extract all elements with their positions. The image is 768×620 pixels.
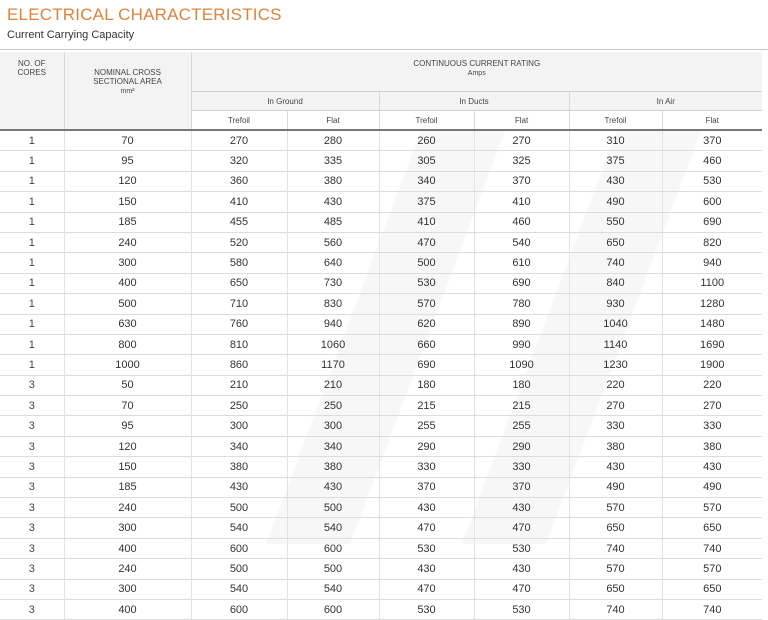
table-row — [0, 477, 762, 497]
group-in-ducts: In Ducts — [379, 92, 569, 111]
cell-ground-trefoil: 410 — [191, 192, 287, 212]
cell-cores: 3 — [0, 538, 64, 558]
cell-cores: 1 — [0, 273, 64, 293]
cell-ground-flat: 340 — [287, 436, 379, 456]
cell-ducts-flat: 470 — [474, 579, 569, 599]
subcol-ducts-trefoil: Trefoil — [379, 111, 474, 131]
cell-air-flat: 430 — [662, 457, 762, 477]
cell-ducts-flat: 780 — [474, 294, 569, 314]
cell-air-flat: 460 — [662, 151, 762, 171]
cell-air-flat: 650 — [662, 579, 762, 599]
cell-air-flat: 740 — [662, 538, 762, 558]
cell-ducts-trefoil: 430 — [379, 498, 474, 518]
header-cores: NO. OF CORES — [0, 52, 64, 130]
cell-ducts-flat: 530 — [474, 599, 569, 619]
cell-air-flat: 570 — [662, 559, 762, 579]
cell-ducts-trefoil: 340 — [379, 171, 474, 191]
table-row — [0, 253, 762, 273]
cell-ducts-flat: 540 — [474, 232, 569, 252]
page-subtitle: Current Carrying Capacity — [7, 29, 135, 41]
table-row — [0, 538, 762, 558]
cell-air-trefoil: 570 — [569, 498, 662, 518]
cell-air-flat: 570 — [662, 498, 762, 518]
cell-air-flat: 740 — [662, 599, 762, 619]
cell-area: 95 — [64, 416, 191, 436]
cell-ground-flat: 830 — [287, 294, 379, 314]
cell-air-flat: 820 — [662, 232, 762, 252]
cell-ducts-trefoil: 375 — [379, 192, 474, 212]
cell-air-trefoil: 1140 — [569, 334, 662, 354]
cell-ducts-trefoil: 305 — [379, 151, 474, 171]
cell-cores: 1 — [0, 130, 64, 151]
cell-ground-flat: 1170 — [287, 355, 379, 375]
cell-air-flat: 1690 — [662, 334, 762, 354]
cell-cores: 1 — [0, 151, 64, 171]
cell-ground-flat: 210 — [287, 375, 379, 395]
cell-ground-trefoil: 500 — [191, 498, 287, 518]
cell-ground-flat: 430 — [287, 192, 379, 212]
cell-ground-trefoil: 320 — [191, 151, 287, 171]
cell-ducts-flat: 370 — [474, 171, 569, 191]
table-row — [0, 130, 762, 151]
cell-area: 120 — [64, 436, 191, 456]
cell-cores: 3 — [0, 375, 64, 395]
cell-cores: 1 — [0, 355, 64, 375]
cell-ducts-trefoil: 370 — [379, 477, 474, 497]
cell-ducts-flat: 1090 — [474, 355, 569, 375]
cell-area: 70 — [64, 396, 191, 416]
cell-area: 185 — [64, 477, 191, 497]
cell-ground-flat: 380 — [287, 171, 379, 191]
cell-cores: 3 — [0, 477, 64, 497]
cell-air-trefoil: 380 — [569, 436, 662, 456]
cell-ground-flat: 560 — [287, 232, 379, 252]
cell-ducts-flat: 990 — [474, 334, 569, 354]
cell-ground-flat: 600 — [287, 538, 379, 558]
cell-air-trefoil: 310 — [569, 130, 662, 151]
subcol-ducts-flat: Flat — [474, 111, 569, 131]
cell-ground-flat: 940 — [287, 314, 379, 334]
cell-ground-trefoil: 500 — [191, 559, 287, 579]
cell-area: 120 — [64, 171, 191, 191]
cell-ground-flat: 540 — [287, 518, 379, 538]
cell-ducts-flat: 255 — [474, 416, 569, 436]
cell-ground-trefoil: 520 — [191, 232, 287, 252]
cell-ground-trefoil: 380 — [191, 457, 287, 477]
cell-ground-trefoil: 300 — [191, 416, 287, 436]
cell-ducts-flat: 370 — [474, 477, 569, 497]
cell-air-flat: 220 — [662, 375, 762, 395]
cell-ducts-flat: 215 — [474, 396, 569, 416]
cell-area: 70 — [64, 130, 191, 151]
cell-ground-trefoil: 210 — [191, 375, 287, 395]
cell-ducts-flat: 460 — [474, 212, 569, 232]
table-row — [0, 518, 762, 538]
cell-cores: 3 — [0, 498, 64, 518]
cell-air-flat: 370 — [662, 130, 762, 151]
cell-ducts-trefoil: 620 — [379, 314, 474, 334]
cell-ducts-trefoil: 260 — [379, 130, 474, 151]
cell-air-trefoil: 840 — [569, 273, 662, 293]
cell-area: 240 — [64, 232, 191, 252]
cell-cores: 3 — [0, 599, 64, 619]
header-area — [64, 52, 191, 130]
cell-ground-trefoil: 430 — [191, 477, 287, 497]
cell-ducts-trefoil: 530 — [379, 538, 474, 558]
subcol-air-trefoil: Trefoil — [569, 111, 662, 131]
cell-air-flat: 650 — [662, 518, 762, 538]
cell-area: 800 — [64, 334, 191, 354]
cell-cores: 1 — [0, 294, 64, 314]
cell-ducts-trefoil: 470 — [379, 579, 474, 599]
cell-cores: 1 — [0, 334, 64, 354]
cell-air-trefoil: 270 — [569, 396, 662, 416]
cell-ground-trefoil: 710 — [191, 294, 287, 314]
subcol-ground-trefoil: Trefoil — [191, 111, 287, 131]
table-row — [0, 579, 762, 599]
cell-ground-trefoil: 270 — [191, 130, 287, 151]
cell-air-trefoil: 550 — [569, 212, 662, 232]
cell-ground-flat: 500 — [287, 498, 379, 518]
cell-ground-flat: 1060 — [287, 334, 379, 354]
table-row — [0, 559, 762, 579]
cell-air-flat: 1480 — [662, 314, 762, 334]
table-row — [0, 498, 762, 518]
header-rating-unit: Amps — [467, 70, 486, 77]
cell-ground-trefoil: 540 — [191, 518, 287, 538]
cell-air-flat: 270 — [662, 396, 762, 416]
cell-ground-flat: 300 — [287, 416, 379, 436]
table-row — [0, 273, 762, 293]
cell-air-flat: 600 — [662, 192, 762, 212]
cell-ground-trefoil: 600 — [191, 599, 287, 619]
cell-ground-flat: 730 — [287, 273, 379, 293]
cell-ground-flat: 250 — [287, 396, 379, 416]
cell-air-trefoil: 1040 — [569, 314, 662, 334]
cell-ducts-trefoil: 410 — [379, 212, 474, 232]
table-body — [0, 130, 762, 620]
cell-ground-trefoil: 455 — [191, 212, 287, 232]
cell-cores: 1 — [0, 192, 64, 212]
cell-ground-trefoil: 250 — [191, 396, 287, 416]
cell-area: 300 — [64, 253, 191, 273]
cell-ground-trefoil: 600 — [191, 538, 287, 558]
cell-air-trefoil: 330 — [569, 416, 662, 436]
cell-ground-flat: 335 — [287, 151, 379, 171]
cell-air-trefoil: 490 — [569, 477, 662, 497]
cell-cores: 3 — [0, 579, 64, 599]
cell-ducts-trefoil: 180 — [379, 375, 474, 395]
cell-ducts-flat: 890 — [474, 314, 569, 334]
cell-cores: 1 — [0, 212, 64, 232]
header-rating — [191, 52, 762, 92]
cell-air-trefoil: 220 — [569, 375, 662, 395]
table-row — [0, 151, 762, 171]
cell-ducts-trefoil: 660 — [379, 334, 474, 354]
cell-air-flat: 490 — [662, 477, 762, 497]
page-title: ELECTRICAL CHARACTERISTICS — [7, 5, 282, 24]
cell-air-trefoil: 740 — [569, 538, 662, 558]
cell-air-flat: 1100 — [662, 273, 762, 293]
cell-ducts-trefoil: 470 — [379, 232, 474, 252]
cell-ducts-flat: 180 — [474, 375, 569, 395]
cell-ground-trefoil: 540 — [191, 579, 287, 599]
cell-area: 630 — [64, 314, 191, 334]
cell-air-trefoil: 650 — [569, 232, 662, 252]
cell-ducts-trefoil: 690 — [379, 355, 474, 375]
cell-ducts-trefoil: 290 — [379, 436, 474, 456]
cell-ducts-flat: 325 — [474, 151, 569, 171]
cell-ducts-flat: 330 — [474, 457, 569, 477]
cell-ducts-trefoil: 215 — [379, 396, 474, 416]
cell-ducts-flat: 410 — [474, 192, 569, 212]
cell-air-flat: 1280 — [662, 294, 762, 314]
table-row — [0, 192, 762, 212]
cell-ground-flat: 540 — [287, 579, 379, 599]
cell-ducts-trefoil: 470 — [379, 518, 474, 538]
cell-ducts-flat: 430 — [474, 559, 569, 579]
table-row — [0, 436, 762, 456]
cell-air-trefoil: 1230 — [569, 355, 662, 375]
table-row — [0, 294, 762, 314]
cell-cores: 1 — [0, 171, 64, 191]
cell-ducts-trefoil: 530 — [379, 273, 474, 293]
cell-ground-flat: 485 — [287, 212, 379, 232]
table-row — [0, 396, 762, 416]
cell-area: 1000 — [64, 355, 191, 375]
cell-air-flat: 380 — [662, 436, 762, 456]
cell-ground-trefoil: 760 — [191, 314, 287, 334]
cell-area: 95 — [64, 151, 191, 171]
cell-ground-flat: 500 — [287, 559, 379, 579]
cell-air-trefoil: 570 — [569, 559, 662, 579]
cell-ducts-trefoil: 430 — [379, 559, 474, 579]
cell-air-trefoil: 650 — [569, 579, 662, 599]
table-row — [0, 212, 762, 232]
table-row — [0, 334, 762, 354]
cell-air-flat: 940 — [662, 253, 762, 273]
table-row — [0, 457, 762, 477]
cell-ducts-flat: 270 — [474, 130, 569, 151]
cell-area: 185 — [64, 212, 191, 232]
cell-cores: 3 — [0, 457, 64, 477]
cell-area: 50 — [64, 375, 191, 395]
header-area-unit: mm² — [120, 88, 135, 95]
group-in-air: In Air — [569, 92, 762, 111]
cell-air-flat: 330 — [662, 416, 762, 436]
cell-air-trefoil: 490 — [569, 192, 662, 212]
cell-ground-trefoil: 340 — [191, 436, 287, 456]
cell-ground-trefoil: 860 — [191, 355, 287, 375]
subcol-ground-flat: Flat — [287, 111, 379, 131]
cell-air-flat: 1900 — [662, 355, 762, 375]
cell-ducts-trefoil: 330 — [379, 457, 474, 477]
cell-cores: 3 — [0, 396, 64, 416]
cell-cores: 3 — [0, 436, 64, 456]
cell-cores: 3 — [0, 559, 64, 579]
table-row — [0, 314, 762, 334]
cell-area: 400 — [64, 599, 191, 619]
table-row — [0, 599, 762, 619]
cell-cores: 1 — [0, 314, 64, 334]
cell-ground-flat: 280 — [287, 130, 379, 151]
cell-ground-flat: 430 — [287, 477, 379, 497]
table-row — [0, 171, 762, 191]
cell-air-trefoil: 375 — [569, 151, 662, 171]
cell-area: 400 — [64, 538, 191, 558]
cell-ground-flat: 640 — [287, 253, 379, 273]
cell-air-trefoil: 740 — [569, 599, 662, 619]
cell-ducts-flat: 690 — [474, 273, 569, 293]
cell-ducts-trefoil: 570 — [379, 294, 474, 314]
cell-air-trefoil: 740 — [569, 253, 662, 273]
cell-cores: 3 — [0, 518, 64, 538]
cell-ground-trefoil: 650 — [191, 273, 287, 293]
cell-area: 240 — [64, 498, 191, 518]
cell-air-trefoil: 650 — [569, 518, 662, 538]
cell-area: 400 — [64, 273, 191, 293]
table-row — [0, 416, 762, 436]
cell-ducts-flat: 470 — [474, 518, 569, 538]
cell-cores: 1 — [0, 253, 64, 273]
cell-cores: 3 — [0, 416, 64, 436]
cell-ground-trefoil: 580 — [191, 253, 287, 273]
cell-air-flat: 530 — [662, 171, 762, 191]
cell-ducts-flat: 610 — [474, 253, 569, 273]
cell-air-trefoil: 930 — [569, 294, 662, 314]
current-rating-table — [0, 52, 762, 620]
table-row — [0, 232, 762, 252]
cell-area: 300 — [64, 518, 191, 538]
cell-area: 150 — [64, 457, 191, 477]
cell-area: 300 — [64, 579, 191, 599]
subcol-air-flat: Flat — [662, 111, 762, 131]
header-area-label: NOMINAL CROSS SECTIONAL AREA — [93, 68, 162, 86]
cell-ducts-trefoil: 500 — [379, 253, 474, 273]
header-rating-title: CONTINUOUS CURRENT RATING — [413, 59, 541, 68]
cell-area: 500 — [64, 294, 191, 314]
cell-cores: 1 — [0, 232, 64, 252]
cell-ground-flat: 600 — [287, 599, 379, 619]
table-row — [0, 355, 762, 375]
cell-ducts-flat: 430 — [474, 498, 569, 518]
cell-air-trefoil: 430 — [569, 171, 662, 191]
cell-area: 240 — [64, 559, 191, 579]
cell-ducts-trefoil: 255 — [379, 416, 474, 436]
cell-ground-trefoil: 360 — [191, 171, 287, 191]
cell-ducts-trefoil: 530 — [379, 599, 474, 619]
cell-air-trefoil: 430 — [569, 457, 662, 477]
cell-ducts-flat: 530 — [474, 538, 569, 558]
group-in-ground: In Ground — [191, 92, 379, 111]
cell-ducts-flat: 290 — [474, 436, 569, 456]
cell-ground-flat: 380 — [287, 457, 379, 477]
cell-area: 150 — [64, 192, 191, 212]
title-divider — [0, 49, 768, 50]
cell-air-flat: 690 — [662, 212, 762, 232]
cell-ground-trefoil: 810 — [191, 334, 287, 354]
table-row — [0, 375, 762, 395]
